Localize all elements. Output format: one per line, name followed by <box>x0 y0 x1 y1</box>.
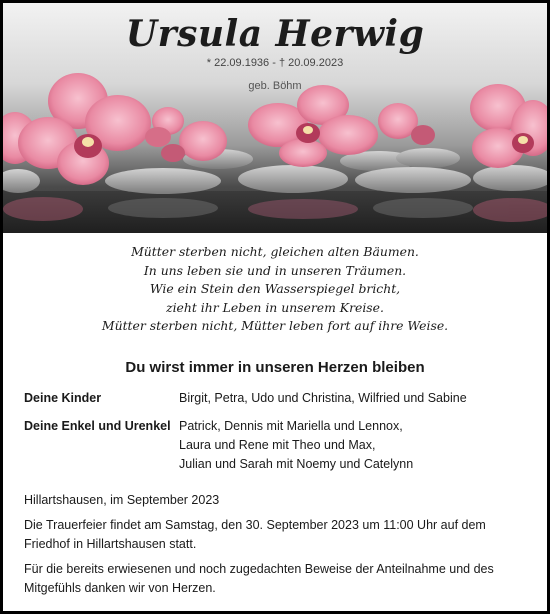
memorial-headline: Du wirst immer in unseren Herzen bleiben <box>125 359 425 376</box>
survivor-names-line: Julian und Sarah mit Noemy und Catelynn <box>179 457 414 471</box>
poem-line: Mütter sterben nicht, gleichen alten Bäumen. <box>131 244 419 259</box>
survivor-label: Deine Kinder <box>24 391 102 405</box>
place-and-date: Hillartshausen, im September 2023 <box>24 493 220 507</box>
maiden-name: geb. Böhm <box>248 80 302 92</box>
survivors-list <box>24 389 534 483</box>
thanks-notice-line: Für die bereits erwiesenen und noch zugedachten Beweise der Anteilnahme und des <box>24 562 494 576</box>
deceased-name: Ursula Herwig <box>125 13 425 55</box>
poem-line: Mütter sterben nicht, Mütter leben fort auf ihre Weise. <box>101 318 449 333</box>
thanks-notice-line: Mitgefühls danken wir von Herzen. <box>24 581 216 595</box>
death-date: † 20.09.2023 <box>278 57 344 69</box>
date-separator: - <box>272 57 276 69</box>
survivor-names-line: Patrick, Dennis mit Mariella und Lennox, <box>179 419 403 433</box>
survivor-group-grandchildren <box>24 417 534 474</box>
header-image <box>3 3 547 233</box>
survivor-group-children <box>24 389 534 408</box>
survivor-label: Deine Enkel und Urenkel <box>24 419 171 433</box>
funeral-notice-line: Friedhof in Hillartshausen statt. <box>24 537 197 551</box>
birth-date: * 22.09.1936 <box>206 57 270 69</box>
footer-notice <box>24 491 534 604</box>
poem-line: Wie ein Stein den Wasserspiegel bricht, <box>149 281 401 296</box>
survivor-names-line: Birgit, Petra, Udo und Christina, Wilfried und Sabine <box>179 391 467 405</box>
funeral-notice <box>24 516 534 554</box>
life-dates <box>3 57 547 69</box>
poem <box>3 243 547 336</box>
survivor-names <box>179 417 534 474</box>
poem-line: zieht ihr Leben in unserem Kreise. <box>166 299 384 315</box>
survivor-names-line: Laura und Rene mit Theo und Max, <box>179 438 376 452</box>
thanks-notice <box>24 560 534 598</box>
funeral-notice-line: Die Trauerfeier findet am Samstag, den 30. September 2023 um 11:00 Uhr auf dem <box>24 518 486 532</box>
obituary-card <box>3 3 547 611</box>
survivor-names <box>179 389 534 408</box>
poem-line: In uns leben sie und in unseren Träumen. <box>143 262 407 278</box>
